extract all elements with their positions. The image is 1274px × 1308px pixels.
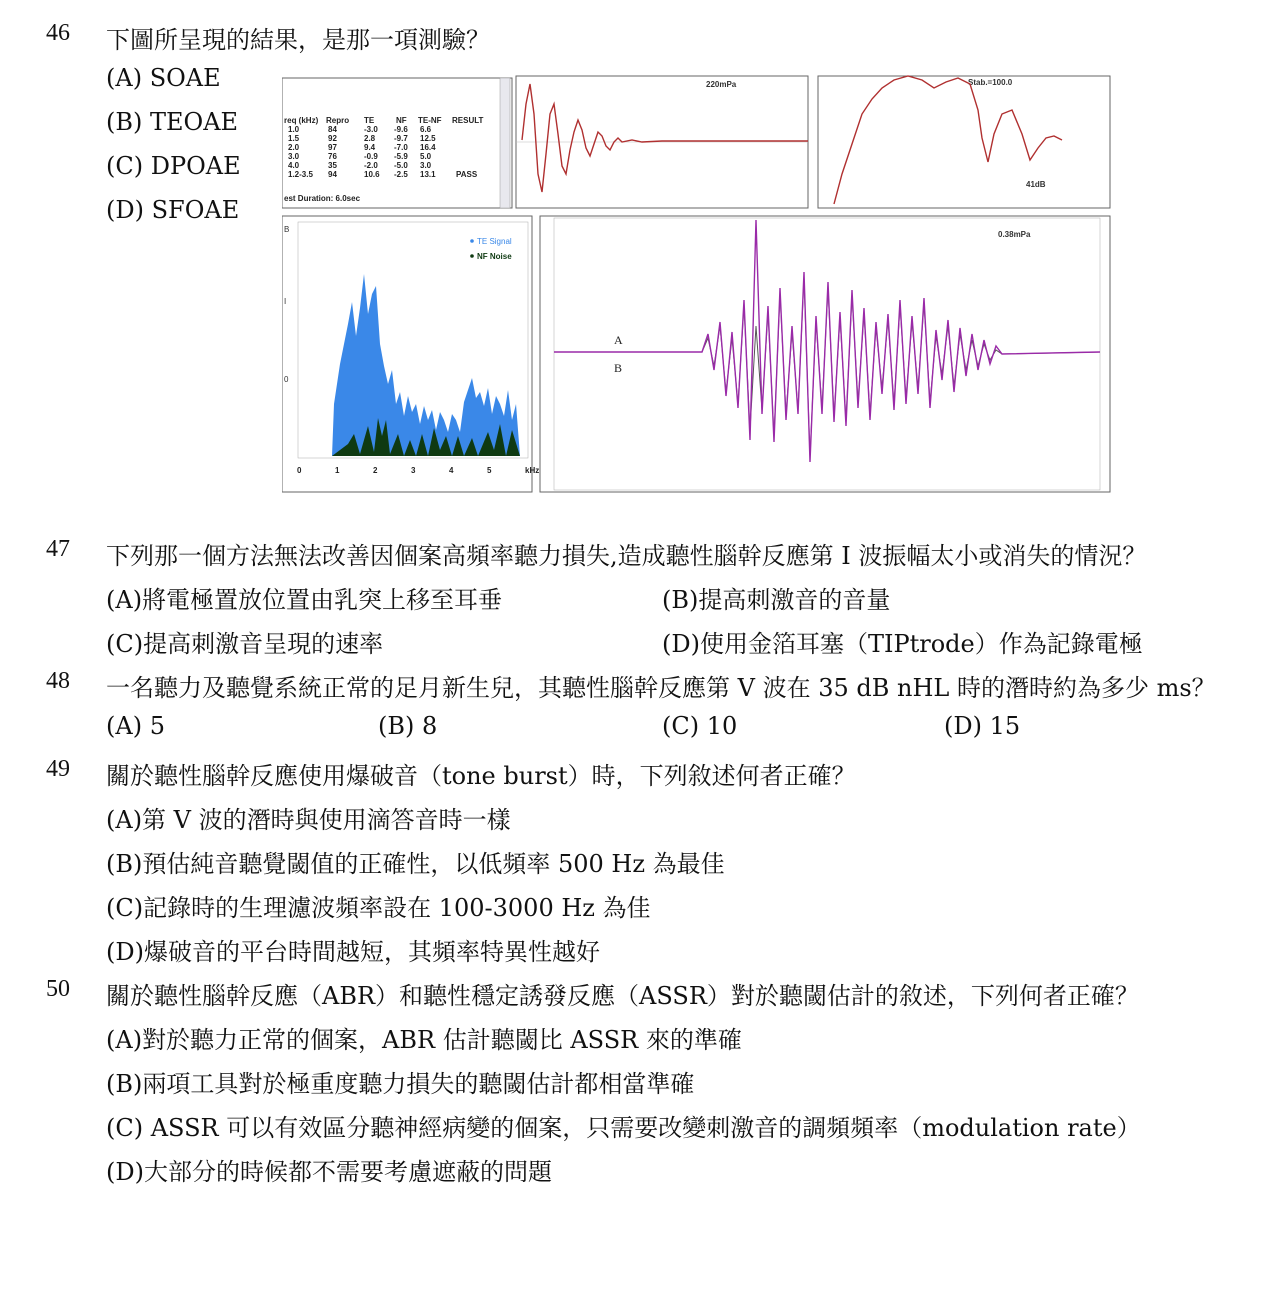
- table-cell: 16.4: [420, 143, 436, 152]
- nf-noise-legend-icon: [470, 254, 474, 258]
- spectrum-tick-label: 0: [297, 466, 302, 475]
- table-cell: 5.0: [420, 152, 432, 161]
- table-scrollbar[interactable]: [500, 78, 510, 208]
- option-a[interactable]: (A)第 V 波的潛時與使用滴答音時一樣: [106, 806, 511, 834]
- legend-te-signal: TE Signal: [477, 237, 512, 246]
- option-d[interactable]: (D) SFOAE: [106, 196, 240, 224]
- spectrum-tick-label: kHz: [525, 466, 540, 475]
- spectrum-panel: [282, 216, 539, 492]
- te-signal-legend-icon: [470, 239, 474, 243]
- option-c[interactable]: (C) DPOAE: [106, 152, 241, 180]
- option-d[interactable]: (D)使用金箔耳塞（TIPtrode）作為記錄電極: [662, 630, 1143, 658]
- table-cell: 94: [328, 170, 337, 179]
- table-cell: 92: [328, 134, 337, 143]
- wave-a-label: A: [614, 333, 623, 347]
- table-cell: 10.6: [364, 170, 380, 179]
- question-number: 46: [46, 20, 70, 46]
- table-header-repro: Repro: [326, 116, 350, 125]
- spectrum-tick-label: 5: [487, 466, 492, 475]
- table-cell: 1.0: [288, 125, 300, 134]
- table-cell: PASS: [456, 170, 478, 179]
- table-cell: -3.0: [364, 125, 378, 134]
- question-number: 48: [46, 668, 70, 694]
- svg-text:B: B: [284, 225, 290, 234]
- option-c[interactable]: (C) ASSR 可以有效區分聽神經病變的個案，只需要改變刺激音的調頻頻率（modulation rate）: [106, 1114, 1141, 1142]
- question-text: 下列那一個方法無法改善因個案高頻率聽力損失,造成聽性腦幹反應第 I 波振幅太小或消失的情況？: [106, 542, 1147, 570]
- option-a[interactable]: (A)將電極置放位置由乳突上移至耳垂: [106, 586, 503, 614]
- option-b[interactable]: (B)兩項工具對於極重度聽力損失的聽閾估計都相當準確: [106, 1070, 695, 1098]
- table-cell: 2.0: [288, 143, 300, 152]
- option-b[interactable]: (B)提高刺激音的音量: [662, 586, 891, 614]
- legend-nf-noise: NF Noise: [477, 252, 512, 261]
- table-cell: 13.1: [420, 170, 436, 179]
- question-number: 50: [46, 976, 70, 1002]
- option-c[interactable]: (C)提高刺激音呈現的速率: [106, 630, 384, 658]
- table-cell: 1.2-3.5: [288, 170, 313, 179]
- option-d[interactable]: (D)爆破音的平台時間越短，其頻率特異性越好: [106, 938, 600, 966]
- table-cell: 1.5: [288, 134, 300, 143]
- table-cell: 2.8: [364, 134, 376, 143]
- question-number: 47: [46, 536, 70, 562]
- results-table-panel: [282, 78, 512, 208]
- option-a[interactable]: (A) SOAE: [106, 64, 221, 92]
- table-header-result: RESULT: [452, 116, 484, 125]
- table-cell: 6.6: [420, 125, 432, 134]
- table-cell: -5.9: [394, 152, 408, 161]
- table-header-nf: NF: [396, 116, 407, 125]
- option-d[interactable]: (D)大部分的時候都不需要考慮遮蔽的問題: [106, 1158, 552, 1186]
- stability-label: Stab.=100.0: [968, 78, 1013, 87]
- spectrum-tick-label: 1: [335, 466, 340, 475]
- table-cell: -7.0: [394, 143, 408, 152]
- spectrum-tick-label: 2: [373, 466, 378, 475]
- option-b[interactable]: (B) TEOAE: [106, 108, 239, 136]
- option-a[interactable]: (A) 5: [106, 712, 165, 740]
- option-c[interactable]: (C)記錄時的生理濾波頻率設在 100-3000 Hz 為佳: [106, 894, 651, 922]
- option-c[interactable]: (C) 10: [662, 712, 738, 740]
- oae-result-figure: [282, 74, 1116, 494]
- option-d[interactable]: (D) 15: [944, 712, 1021, 740]
- table-cell: 76: [328, 152, 337, 161]
- option-b[interactable]: (B)預估純音聽覺閾值的正確性，以低頻率 500 Hz 為最佳: [106, 850, 725, 878]
- table-cell: 9.4: [364, 143, 376, 152]
- question-text: 關於聽性腦幹反應（ABR）和聽性穩定誘發反應（ASSR）對於聽閾估計的敘述，下列何者正確？: [106, 982, 1139, 1010]
- table-cell: 3.0: [420, 161, 432, 170]
- test-duration: est Duration: 6.0sec: [284, 194, 361, 203]
- table-cell: -5.0: [394, 161, 408, 170]
- table-cell: 97: [328, 143, 337, 152]
- question-text: 關於聽性腦幹反應使用爆破音（tone burst）時，下列敘述何者正確？: [106, 762, 856, 790]
- question-text: 一名聽力及聽覺系統正常的足月新生兒，其聽性腦幹反應第 V 波在 35 dB nHL 時的潛時約為多少 ms？: [106, 674, 1216, 702]
- table-cell: 12.5: [420, 134, 436, 143]
- question-number: 49: [46, 756, 70, 782]
- table-cell: 3.0: [288, 152, 300, 161]
- table-cell: -0.9: [364, 152, 378, 161]
- stimulus-level-label: 220mPa: [706, 80, 737, 89]
- response-panel: [540, 216, 1110, 492]
- svg-text:I: I: [284, 297, 287, 306]
- table-cell: 84: [328, 125, 337, 134]
- table-cell: 4.0: [288, 161, 300, 170]
- stimulus-panel: [516, 76, 808, 208]
- table-header-te-nf: TE-NF: [418, 116, 442, 125]
- table-header-te: TE: [364, 116, 375, 125]
- table-cell: 35: [328, 161, 337, 170]
- stability-panel: [818, 76, 1110, 208]
- wave-b-label: B: [614, 361, 623, 375]
- table-cell: -9.6: [394, 125, 408, 134]
- table-header-freq: req (kHz): [284, 116, 319, 125]
- table-cell: -2.5: [394, 170, 408, 179]
- table-cell: -9.7: [394, 134, 408, 143]
- question-text: 下圖所呈現的結果，是那一項測驗？: [106, 26, 490, 54]
- table-cell: -2.0: [364, 161, 378, 170]
- spectrum-tick-label: 4: [449, 466, 454, 475]
- spectrum-tick-label: 3: [411, 466, 416, 475]
- response-level-label: 0.38mPa: [998, 230, 1031, 239]
- db-level-label: 41dB: [1026, 180, 1046, 189]
- option-b[interactable]: (B) 8: [378, 712, 438, 740]
- svg-text:0: 0: [284, 375, 289, 384]
- option-a[interactable]: (A)對於聽力正常的個案，ABR 估計聽閾比 ASSR 來的準確: [106, 1026, 742, 1054]
